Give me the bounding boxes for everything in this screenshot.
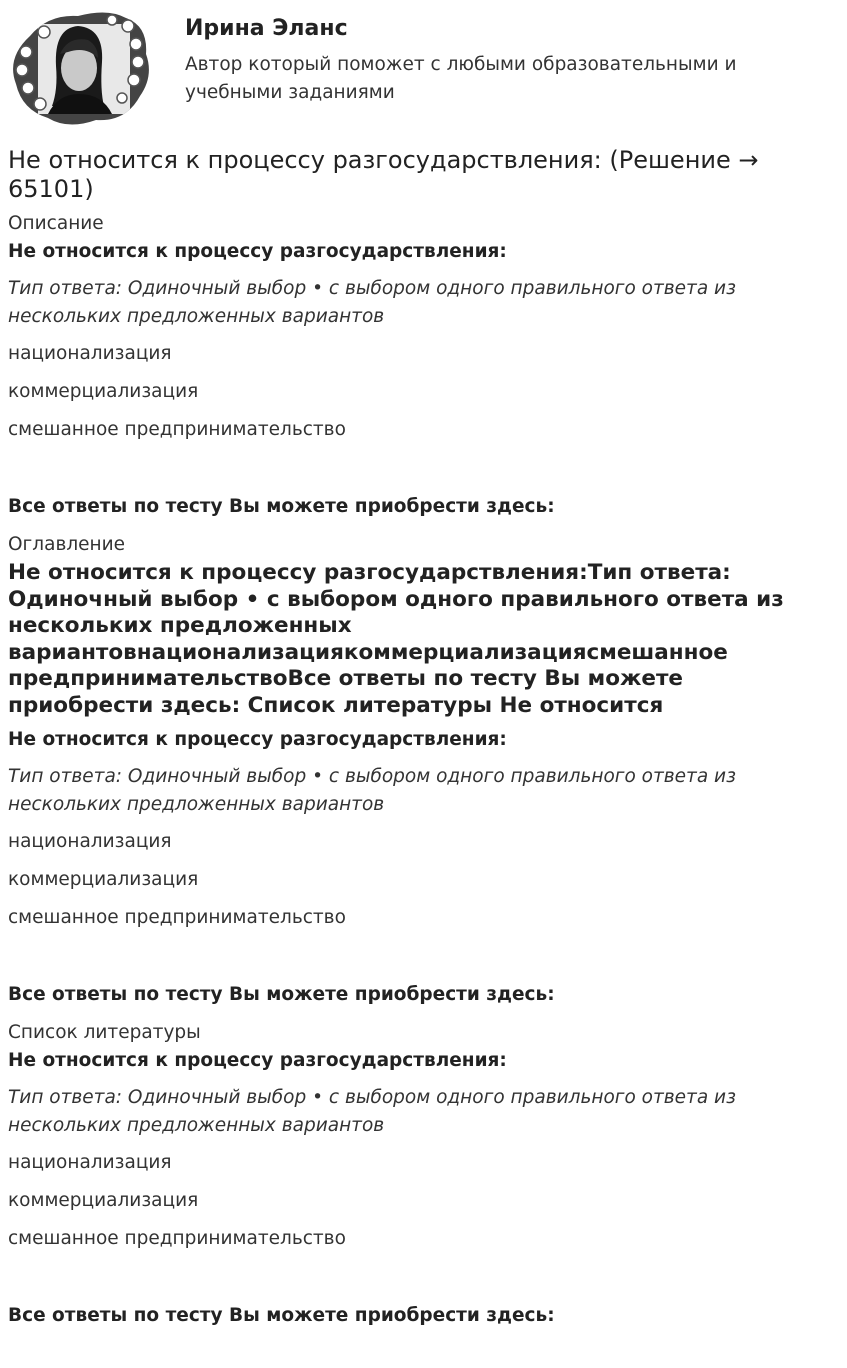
question-text: Не относится к процессу разгосударствления:	[8, 1050, 507, 1071]
option-item: коммерциализация	[8, 869, 199, 890]
option-item: коммерциализация	[8, 381, 199, 402]
purchase-text: Все ответы по тесту Вы можете приобрести здесь:	[8, 984, 555, 1005]
author-name[interactable]: Ирина Эланс	[185, 16, 348, 41]
purchase-text: Все ответы по тесту Вы можете приобрести здесь:	[8, 496, 555, 517]
option-item: национализация	[8, 831, 172, 852]
answer-type-text: Тип ответа: Одиночный выбор • с выбором одного правильного ответа из нескольких предложенных вариантов	[8, 278, 736, 327]
option-item: национализация	[8, 343, 172, 364]
option-item: коммерциализация	[8, 1190, 199, 1211]
author-card	[8, 6, 838, 128]
description-label: Описание	[8, 213, 104, 234]
page-title: Не относится к процессу разгосударствления: (Решение → 65101)	[8, 146, 759, 203]
option-item: смешанное предпринимательство	[8, 419, 346, 440]
option-item: смешанное предпринимательство	[8, 907, 346, 928]
author-description: Автор который поможет с любыми образовательными и учебными заданиями	[185, 54, 737, 103]
main-content	[8, 146, 828, 1328]
author-avatar-icon	[8, 6, 153, 128]
answer-type-text: Тип ответа: Одиночный выбор • с выбором одного правильного ответа из нескольких предложенных вариантов	[8, 766, 736, 815]
question-text: Не относится к процессу разгосударствления:	[8, 241, 507, 262]
option-item: национализация	[8, 1152, 172, 1173]
purchase-text: Все ответы по тесту Вы можете приобрести здесь:	[8, 1305, 555, 1326]
option-item: смешанное предпринимательство	[8, 1228, 346, 1249]
toc-summary: Не относится к процессу разгосударствления:Тип ответа: Одиночный выбор • с выбором одного правильного ответа из нескольких предложенных вариантовнационализациякоммерциализациясмешанное предпринимательствоВсе ответы по тесту Вы можете приобрести здесь: Список литературы Не относится	[8, 560, 784, 718]
answer-type-text: Тип ответа: Одиночный выбор • с выбором одного правильного ответа из нескольких предложенных вариантов	[8, 1087, 736, 1136]
question-text: Не относится к процессу разгосударствления:	[8, 729, 507, 750]
toc-label: Оглавление	[8, 534, 126, 555]
literature-label: Список литературы	[8, 1022, 201, 1043]
